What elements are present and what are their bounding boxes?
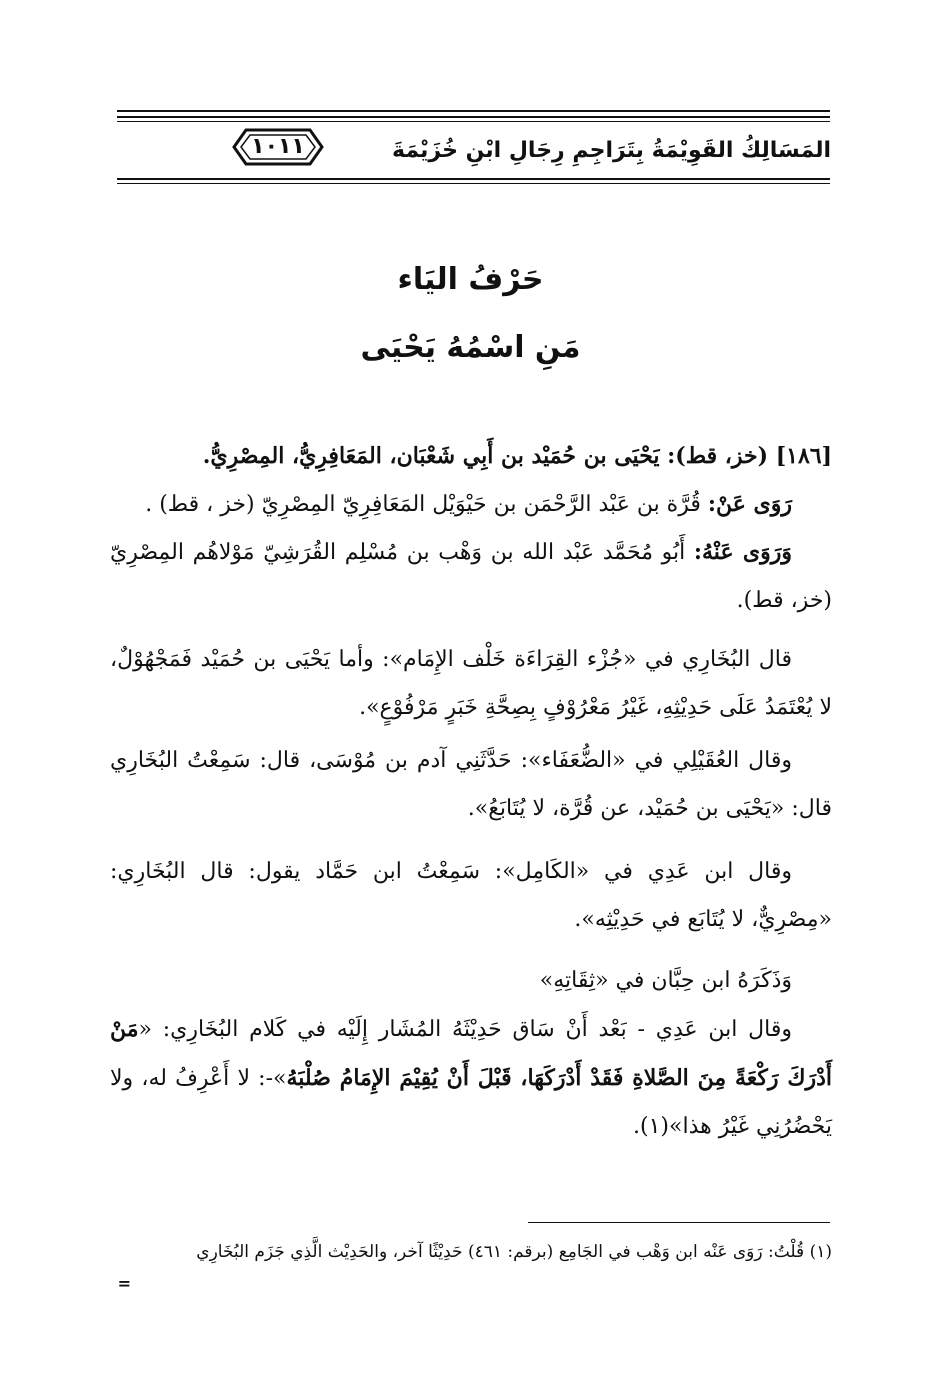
entry-number: [١٨٦] — [775, 443, 832, 469]
chapter-title: حَرْفُ اليَاء — [397, 262, 544, 297]
entry-title: (خز، قط): يَحْيَى بن حُمَيْد بن أَبِي شَعْبَان، المَعَافِرِيُّ، المِصْرِيُّ. — [202, 443, 769, 469]
page-number-frame — [232, 124, 324, 170]
entry-heading — [110, 432, 832, 480]
footnote-rule — [528, 1222, 830, 1223]
header-rule — [117, 178, 830, 180]
header-rule — [117, 183, 830, 184]
hadith-text: مَنْ أَدْرَكَ رَكْعَةً مِنَ الصَّلاةِ فَقَدْ أَدْرَكَهَا، قَبْلَ أَنْ يُقِيْمَ الإِمَامُ صُلْبَهُ — [110, 1016, 832, 1091]
paragraph-ibn-adi: وقال ابن عَدِي في «الكَامِل»: سَمِعْتُ ابن حَمَّاد يقول: قال البُخَارِي: «مِصْرِيٌّ، لا يُتَابَع في حَدِيْثِه». — [110, 859, 832, 932]
narrated-from-text: قُرَّة بن عَبْد الرَّحْمَن بن حَيْوَيْل المَعَافِرِيّ المِصْرِيّ (خز ، قط) . — [145, 492, 701, 517]
narrated-by-text: أَبُو مُحَمَّد عَبْد الله بن وَهْب بن مُسْلِم القُرَشِيّ مَوْلاهُم المِصْرِيّ (خز، قط). — [110, 540, 832, 613]
ibn-adi-intro: وقال ابن عَدِي - بَعْد أَنْ سَاق حَدِيْثَهُ المُشَار إِلَيْه في كَلام البُخَارِي: « — [138, 1017, 792, 1042]
narrated-from-label: رَوَى عَنْ: — [707, 491, 792, 517]
page-number: ١٠١١ — [251, 134, 305, 159]
narrated-from — [110, 480, 832, 529]
header-rule — [117, 121, 830, 122]
footnote-continuation-mark: = — [117, 1274, 131, 1293]
narrated-by-label: وَرَوَى عَنْهُ: — [693, 539, 792, 565]
running-title: المَسَالِكُ القَوِيْمَةُ بِتَرَاجِمِ رِجَالِ ابْنِ خُزَيْمَةَ — [392, 138, 831, 163]
header-rule — [117, 110, 830, 112]
header-rule — [117, 116, 830, 118]
paragraph-bukhari: قال البُخَارِي في «جُزْء القِرَاءَة خَلْف الإِمَام»: وأما يَحْيَى بن حُمَيْد فَمَجْهُوْلٌ، لا يُعْتَمَدُ عَلَى حَدِيْثِهِ، غَيْرُ مَعْرُوْفٍ بِصِحَّةِ خَبَرٍ مَرْفُوْعٍ». — [110, 647, 832, 720]
narrated-by — [110, 528, 832, 625]
ibn-adi-comment: »-: لا أَعْرِفُ له، ولا يَحْضُرُنِي غَيْرُ هذا»(١). — [110, 1066, 832, 1139]
section-title: مَنِ اسْمُهُ يَحْيَى — [360, 330, 581, 365]
paragraph-ibn-adi-hadith — [110, 1005, 832, 1151]
footnote: (١) قُلْتُ: رَوَى عَنْه ابن وَهْب في الجَامِع (برقم: ٤٦١) حَدِيْثًا آخر، والحَدِيْث الَّذِي جَزَم البُخَارِي — [196, 1242, 832, 1262]
paragraph-ibn-hibban: وَذَكَرَهُ ابن حِبَّان في «ثِقَاتِهِ» — [539, 968, 792, 993]
paragraph-uqayli: وقال العُقَيْلِي في «الضُّعَفَاء»: حَدَّثَنِي آدم بن مُوْسَى، قال: سَمِعْتُ البُخَارِي قال: «يَحْيَى بن حُمَيْد، عن قُرَّة، لا يُتَابَعُ». — [110, 748, 832, 821]
